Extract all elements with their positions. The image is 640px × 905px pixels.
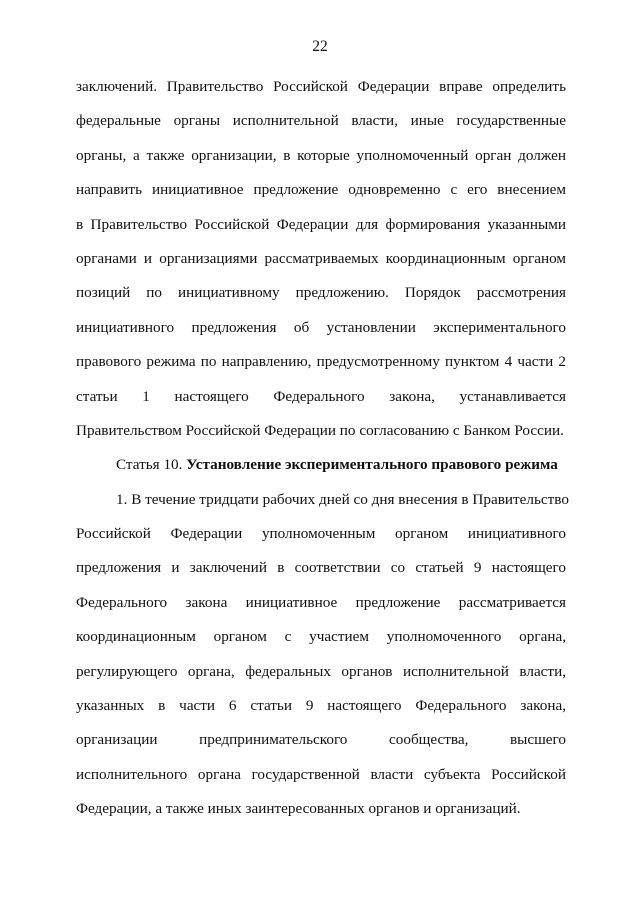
text-line: Федерального закона инициативное предложение рассматривается bbox=[76, 593, 566, 611]
text-line: исполнительного органа государственной власти субъекта Российской bbox=[76, 765, 566, 783]
page-number: 22 bbox=[312, 38, 328, 55]
text-line: федеральные органы исполнительной власти, иные государственные bbox=[76, 112, 566, 130]
text-line: предложения и заключений в соответствии со статьей 9 настоящего bbox=[76, 559, 566, 577]
text-line: Правительством Российской Федерации по согласованию с Банком России. bbox=[76, 421, 564, 439]
text-line: Федерации, а также иных заинтересованных органов и организаций. bbox=[76, 800, 521, 818]
document-body bbox=[76, 70, 569, 827]
text-line: регулирующего органа, федеральных органов исполнительной власти, bbox=[76, 662, 566, 680]
article-title: Установление экспериментального правового режима bbox=[186, 456, 558, 474]
text-line: правового режима по направлению, предусмотренному пунктом 4 части 2 bbox=[76, 353, 566, 371]
text-line: статьи 1 настоящего Федерального закона, устанавливается bbox=[76, 387, 566, 405]
paragraph-article-10-part-1 bbox=[76, 483, 569, 827]
text-line: заключений. Правительство Российской Федерации вправе определить bbox=[76, 78, 566, 95]
text-line: органы, а также организации, в которые уполномоченный орган должен bbox=[76, 146, 566, 164]
text-line: направить инициативное предложение одновременно с его внесением bbox=[76, 181, 566, 199]
article-heading bbox=[76, 448, 566, 482]
paragraph-continuation bbox=[76, 70, 566, 448]
text-line: 1. В течение тридцати рабочих дней со дня внесения в Правительство bbox=[116, 490, 569, 508]
article-label: Статья 10. bbox=[116, 456, 183, 474]
text-line: координационным органом с участием уполномоченного органа, bbox=[76, 628, 566, 646]
text-line: позиций по инициативному предложению. Порядок рассмотрения bbox=[76, 284, 566, 302]
text-line: указанных в части 6 статьи 9 настоящего Федерального закона, bbox=[76, 697, 566, 715]
text-line: организации предпринимательского сообщества, высшего bbox=[76, 731, 566, 749]
text-line: в Правительство Российской Федерации для формирования указанными bbox=[76, 215, 566, 233]
text-line: Российской Федерации уполномоченным органом инициативного bbox=[76, 525, 566, 543]
text-line: инициативного предложения об установлении экспериментального bbox=[76, 318, 566, 336]
text-line: органами и организациями рассматриваемых координационным органом bbox=[76, 249, 566, 267]
